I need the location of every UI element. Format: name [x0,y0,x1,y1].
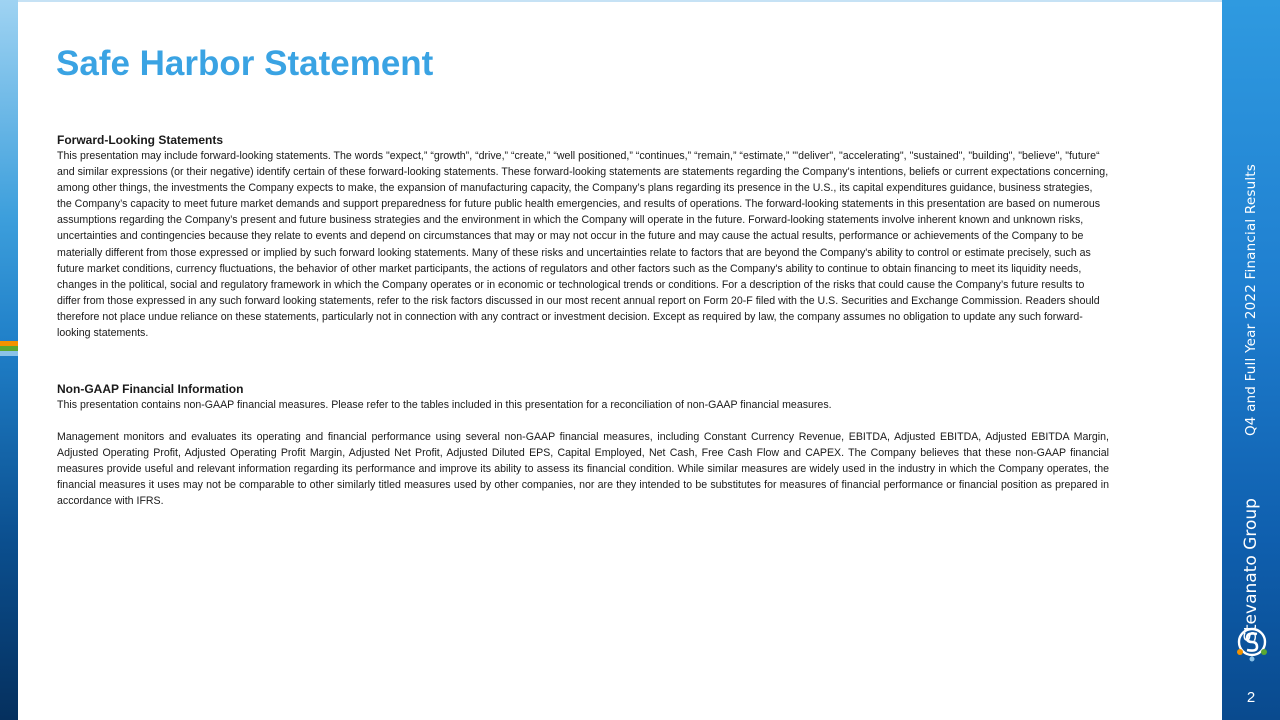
left-color-stripes [0,341,18,356]
page-title: Safe Harbor Statement [56,44,434,83]
forward-looking-heading: Forward-Looking Statements [57,133,224,147]
presentation-title: Q4 and Full Year 2022 Financial Results [1243,163,1259,437]
sg-logo-icon [1235,622,1269,662]
forward-looking-section [57,132,1109,341]
paragraph-spacer [57,413,1109,429]
page-number: 2 [1246,689,1256,706]
forward-looking-body: This presentation may include forward-looking statements. The words "expect,” “growth”, “drive,” “create,” “well positioned,” “continues,” “remain,” “estimate,” "'deliver", "accelerating", "sustained", "building", "believe", "future“ and similar expressions (or their negative) identify certain of these forward-looking statements. These forward-looking statements are statements regarding the Company's intentions, beliefs or current expectations concerning, among other things, the investments the Company expects to make, the expansion of manufacturing capacity, the Company’s plans regarding its presence in the U.S., its capital expenditures guidance, business strategies, the Company’s capacity to meet future market demands and support preparedness for future public health emergencies, and results of operations. The forward-looking statements in this presentation are based on numerous assumptions regarding the Company’s present and future business strategies and the environment in which the Company will operate in the future. Forward-looking statements involve inherent known and unknown risks, uncertainties and contingencies because they relate to events and depend on circumstances that may or may not occur in the future and may cause the actual results, performance or achievements of the Company to be materially different from those expressed or implied by such forward looking statements. Many of these risks and uncertainties relate to factors that are beyond the Company's ability to control or estimate precisely, such as future market conditions, currency fluctuations, the behavior of other market participants, the actions of regulators and other factors such as the Company's ability to continue to obtain financing to meet its liquidity needs, changes in the political, social and regulatory framework in which the Company operates or in economic or technological trends or conditions. For a description of the risks that could cause the Company’s future results to differ from those expressed in any such forward looking statements, refer to the risk factors discussed in our most recent annual report on Form 20-F filed with the U.S. Securities and Exchange Commission. Readers should therefore not place undue reliance on these statements, particularly not in connection with any contract or investment decision. Except as required by law, the company assumes no obligation to update any such forward-looking statements. [57,150,1109,340]
non-gaap-intro: This presentation contains non-GAAP financial measures. Please refer to the tables included in this presentation for a reconciliation of non-GAAP financial measures. [57,399,832,411]
non-gaap-heading: Non-GAAP Financial Information [57,382,244,396]
non-gaap-body: Management monitors and evaluates its operating and financial performance using several non-GAAP financial measures, including Constant Currency Revenue, EBITDA, Adjusted EBITDA, Adjusted EBITDA Margin, Adjusted Operating Profit, Adjusted Operating Profit Margin, Adjusted Net Profit, Adjusted Diluted EPS, Capital Employed, Net Cash, Free Cash Flow and CAPEX. The Company believes that these non-GAAP financial measures provide useful and relevant information regarding its performance and improve its ability to assess its financial condition. While similar measures are widely used in the industry in which the Company operates, the financial measures it uses may not be comparable to other similarly titled measures used by other companies, nor are they intended to be substitutes for measures of financial performance or financial position as prepared in accordance with IFRS. [57,431,1109,508]
right-sidebar [1222,0,1280,720]
left-accent-bar [0,0,18,720]
light-blue-stripe [0,351,18,356]
non-gaap-section [57,381,1109,510]
brand-name: Stevanato Group [1241,498,1261,642]
top-border-line [18,0,1222,2]
